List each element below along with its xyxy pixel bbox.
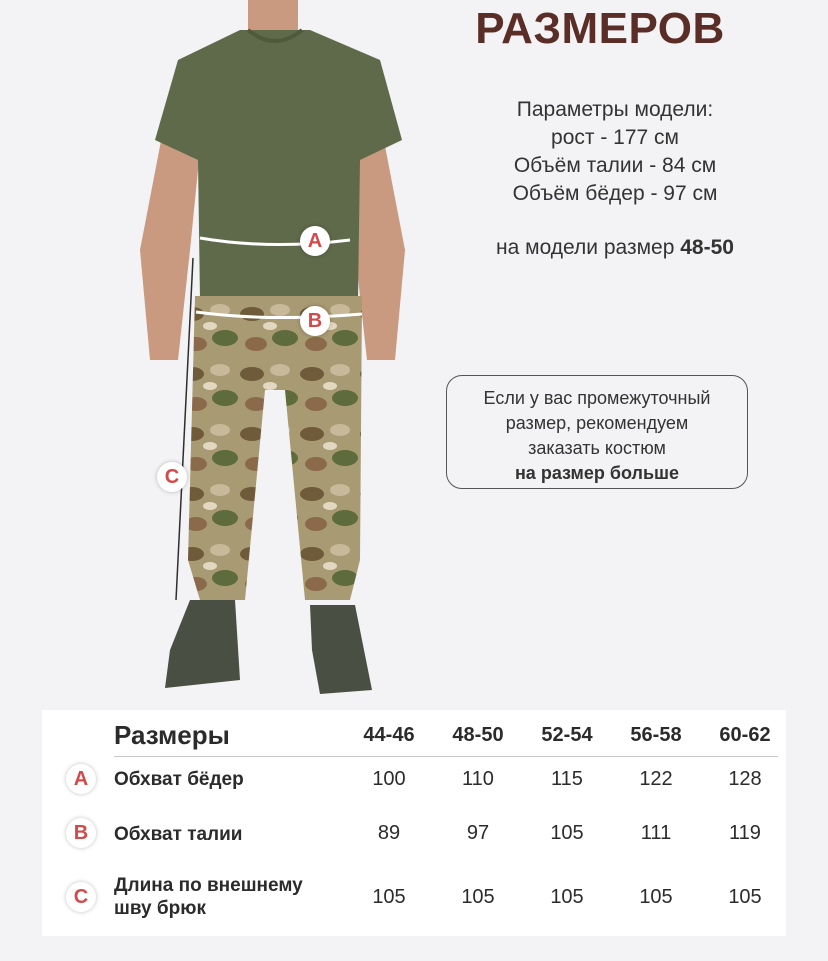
column-header: 60-62 xyxy=(719,724,771,746)
tip-line-2: размер, рекомендуем xyxy=(505,413,689,433)
table-divider xyxy=(114,756,778,757)
marker-c-badge: C xyxy=(157,462,187,492)
table-cell: 122 xyxy=(639,768,673,790)
row-label-length-line-1: Длина по внешнему xyxy=(114,875,303,896)
table-title: Размеры xyxy=(114,720,230,750)
tip-bold: на размер больше xyxy=(514,463,680,483)
table-cell: 100 xyxy=(372,768,406,790)
marker-b-badge: B xyxy=(300,306,330,336)
table-cell: 119 xyxy=(729,822,761,844)
model-photo xyxy=(0,0,440,700)
table-cell: 105 xyxy=(550,822,584,844)
model-params-heading: Параметры модели: xyxy=(516,98,714,121)
table-cell: 105 xyxy=(639,886,673,908)
table-cell: 115 xyxy=(551,768,583,790)
table-cell: 110 xyxy=(462,768,494,790)
column-header: 56-58 xyxy=(630,724,682,746)
size-table xyxy=(42,710,786,936)
marker-a-badge: A xyxy=(300,226,330,256)
table-cell: 105 xyxy=(728,886,762,908)
model-size-line xyxy=(440,236,790,260)
model-height: рост - 177 см xyxy=(551,126,679,149)
column-header: 52-54 xyxy=(541,724,593,746)
size-tip-box xyxy=(446,375,748,489)
table-cell: 111 xyxy=(640,822,672,844)
row-marker-a: A xyxy=(66,764,96,794)
row-marker-b: B xyxy=(66,818,96,848)
table-cell: 97 xyxy=(466,822,490,844)
page-title: РАЗМЕРОВ xyxy=(475,4,725,53)
table-cell: 105 xyxy=(461,886,495,908)
table-cell: 105 xyxy=(550,886,584,908)
table-cell: 89 xyxy=(377,822,401,844)
model-size-prefix: на модели размер xyxy=(496,236,675,259)
tip-line-1: Если у вас промежуточный xyxy=(483,388,711,408)
row-marker-c: C xyxy=(66,882,96,912)
model-params xyxy=(440,96,790,208)
model-size-value: 48-50 xyxy=(680,236,734,259)
table-cell: 105 xyxy=(372,886,406,908)
column-header: 44-46 xyxy=(363,724,415,746)
model-hips: Объём бёдер - 97 см xyxy=(512,182,718,205)
column-header: 48-50 xyxy=(452,724,504,746)
tip-line-3: заказать костюм xyxy=(528,438,666,458)
row-label-length xyxy=(114,874,303,920)
row-label-waist: Обхват талии xyxy=(114,824,243,845)
table-cell: 128 xyxy=(728,768,762,790)
model-waist: Объём талии - 84 см xyxy=(513,154,717,177)
row-label-length-line-2: шву брюк xyxy=(114,898,206,919)
row-label-hips: Обхват бёдер xyxy=(114,769,244,790)
